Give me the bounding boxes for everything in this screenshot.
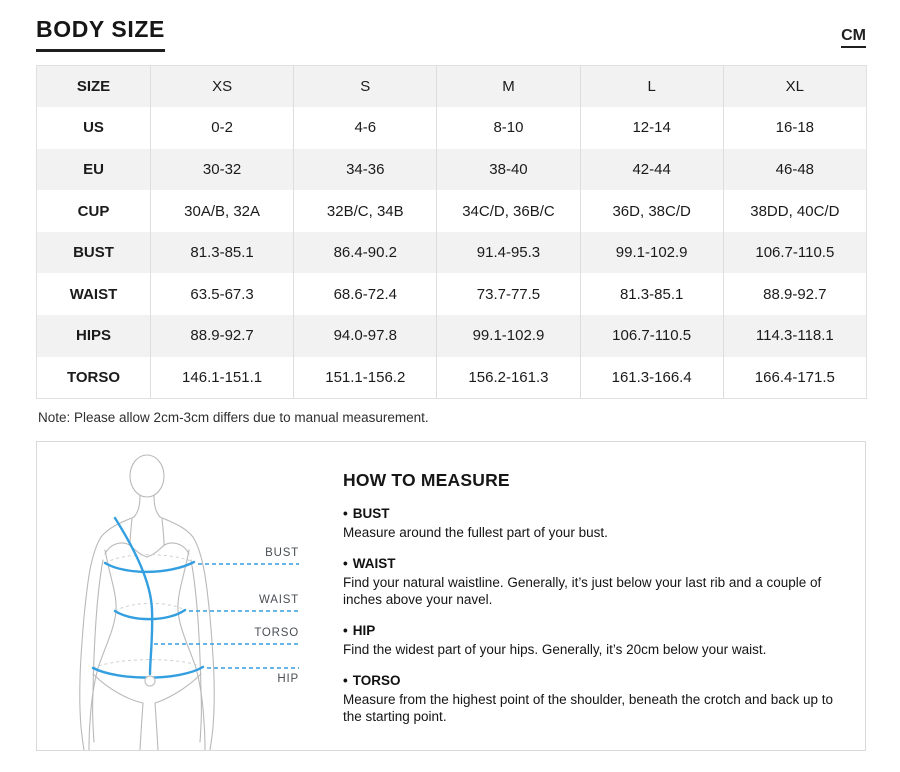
measure-item-description: Measure from the highest point of the shoulder, beneath the crotch and back up to the starting point. bbox=[343, 691, 834, 724]
measure-item-label-text: HIP bbox=[352, 622, 376, 638]
table-row-cup bbox=[37, 190, 867, 232]
table-cell: 81.3-85.1 bbox=[151, 232, 294, 274]
bullet-icon: • bbox=[343, 555, 348, 571]
header-cell: XL bbox=[723, 66, 866, 108]
body-figure-svg bbox=[37, 442, 337, 750]
measure-item-description: Find your natural waistline. Generally, it’s just below your last rib and a couple of inches above your navel. bbox=[343, 574, 822, 607]
header-cell: M bbox=[437, 66, 580, 108]
header-cell-size: SIZE bbox=[76, 78, 111, 96]
table-cell: 99.1-102.9 bbox=[437, 315, 580, 357]
measure-item-description: Find the widest part of your hips. Generally, it’s 20cm below your waist. bbox=[343, 641, 767, 657]
page-title: BODY SIZE bbox=[36, 16, 165, 52]
table-cell: 36D, 38C/D bbox=[580, 190, 723, 232]
body-figure-diagram bbox=[37, 442, 337, 750]
diagram-label-waist: WAIST bbox=[259, 593, 299, 606]
table-row-waist bbox=[37, 273, 867, 315]
bullet-icon: • bbox=[343, 672, 348, 688]
table-cell: 99.1-102.9 bbox=[580, 232, 723, 274]
table-row-eu bbox=[37, 149, 867, 191]
table-cell: 68.6-72.4 bbox=[294, 273, 437, 315]
table-row-hips bbox=[37, 315, 867, 357]
row-label-cell: TORSO bbox=[66, 368, 121, 386]
table-cell: 86.4-90.2 bbox=[294, 232, 437, 274]
table-row-us bbox=[37, 107, 867, 149]
body-size-table bbox=[36, 65, 867, 399]
waist-measure-line bbox=[115, 610, 185, 619]
table-row-torso bbox=[37, 357, 867, 399]
row-label-cell: HIPS bbox=[75, 327, 111, 345]
table-cell: 73.7-77.5 bbox=[437, 273, 580, 315]
diagram-label-hip: HIP bbox=[277, 672, 299, 685]
row-label-cell: US bbox=[83, 119, 104, 137]
table-row-bust bbox=[37, 232, 867, 274]
measure-item-description: Measure around the fullest part of your bust. bbox=[343, 524, 608, 540]
table-cell: 4-6 bbox=[294, 107, 437, 149]
torso-measure-line bbox=[115, 518, 152, 674]
table-cell: 91.4-95.3 bbox=[437, 232, 580, 274]
how-to-measure-panel bbox=[36, 441, 866, 751]
table-cell: 16-18 bbox=[723, 107, 866, 149]
table-cell: 166.4-171.5 bbox=[723, 357, 866, 399]
measure-item-label-text: BUST bbox=[352, 505, 390, 521]
table-cell: 30-32 bbox=[151, 149, 294, 191]
table-cell: 38-40 bbox=[437, 149, 580, 191]
row-label-cell: CUP bbox=[77, 202, 110, 220]
size-table-body bbox=[37, 66, 867, 399]
measure-item-waist bbox=[343, 556, 843, 608]
body-outline bbox=[80, 455, 214, 750]
table-cell: 88.9-92.7 bbox=[151, 315, 294, 357]
table-cell: 94.0-97.8 bbox=[294, 315, 437, 357]
table-cell: 46-48 bbox=[723, 149, 866, 191]
bust-measure-line bbox=[105, 562, 194, 572]
table-cell: 8-10 bbox=[437, 107, 580, 149]
table-cell: 88.9-92.7 bbox=[723, 273, 866, 315]
bullet-icon: • bbox=[343, 505, 348, 521]
chart-header bbox=[36, 16, 866, 52]
measure-instructions bbox=[337, 442, 865, 750]
measure-item-label bbox=[343, 556, 843, 571]
size-table-header-row bbox=[37, 66, 867, 108]
row-label-cell: WAIST bbox=[69, 285, 118, 303]
table-cell: 32B/C, 34B bbox=[294, 190, 437, 232]
table-cell: 151.1-156.2 bbox=[294, 357, 437, 399]
table-cell: 34C/D, 36B/C bbox=[437, 190, 580, 232]
table-cell: 156.2-161.3 bbox=[437, 357, 580, 399]
table-cell: 38DD, 40C/D bbox=[723, 190, 866, 232]
diagram-label-bust: BUST bbox=[265, 546, 299, 559]
measure-item-bust bbox=[343, 506, 843, 541]
table-cell: 63.5-67.3 bbox=[151, 273, 294, 315]
torso-line-end-ring bbox=[145, 676, 155, 686]
table-cell: 34-36 bbox=[294, 149, 437, 191]
measure-item-label-text: TORSO bbox=[352, 672, 401, 688]
bullet-icon: • bbox=[343, 622, 348, 638]
table-cell: 146.1-151.1 bbox=[151, 357, 294, 399]
table-cell: 42-44 bbox=[580, 149, 723, 191]
measure-item-label bbox=[343, 673, 843, 688]
measure-items-list bbox=[343, 506, 843, 725]
measure-item-hip bbox=[343, 623, 843, 658]
table-cell: 114.3-118.1 bbox=[723, 315, 866, 357]
row-label-cell: BUST bbox=[73, 244, 114, 262]
diagram-label-torso: TORSO bbox=[254, 626, 299, 639]
header-cell: XS bbox=[151, 66, 294, 108]
how-to-measure-title: HOW TO MEASURE bbox=[343, 469, 510, 490]
table-cell: 30A/B, 32A bbox=[151, 190, 294, 232]
measure-item-torso bbox=[343, 673, 843, 725]
table-cell: 0-2 bbox=[151, 107, 294, 149]
measure-item-label-text: WAIST bbox=[352, 555, 396, 571]
unit-toggle-cm[interactable]: CM bbox=[841, 27, 866, 48]
table-cell: 12-14 bbox=[580, 107, 723, 149]
table-cell: 106.7-110.5 bbox=[580, 315, 723, 357]
row-label-cell: EU bbox=[83, 160, 104, 178]
measurement-note: Note: Please allow 2cm-3cm differs due to manual measurement. bbox=[38, 409, 429, 425]
table-cell: 81.3-85.1 bbox=[580, 273, 723, 315]
table-cell: 161.3-166.4 bbox=[580, 357, 723, 399]
measure-item-label bbox=[343, 506, 843, 521]
table-cell: 106.7-110.5 bbox=[723, 232, 866, 274]
header-cell: L bbox=[580, 66, 723, 108]
header-cell: S bbox=[294, 66, 437, 108]
measure-item-label bbox=[343, 623, 843, 638]
